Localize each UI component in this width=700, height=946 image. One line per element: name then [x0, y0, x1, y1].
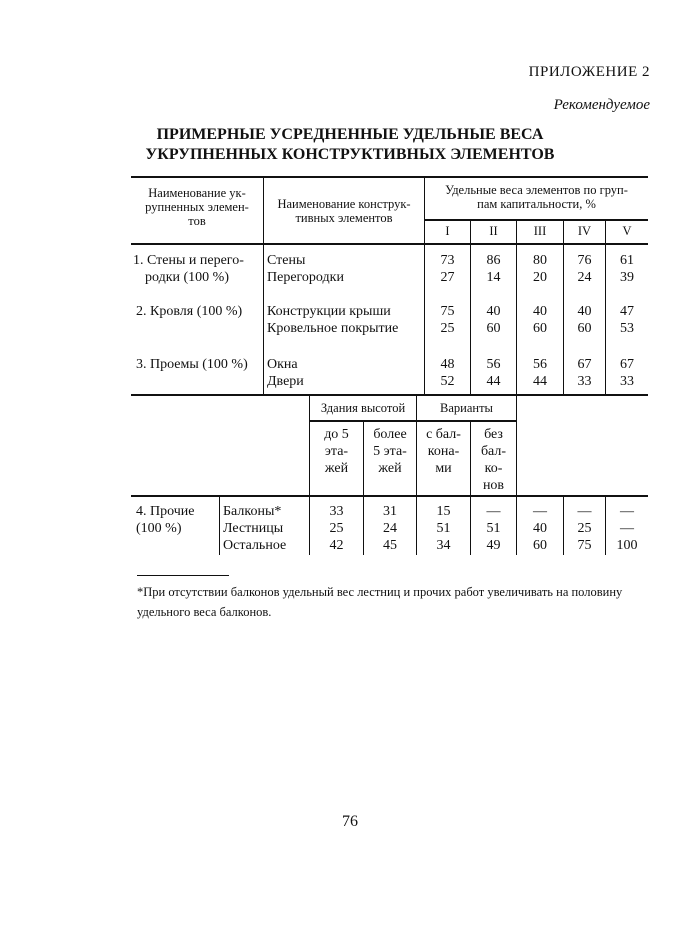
subheader-col-a: до 5 эта- жей — [324, 427, 349, 476]
header-col2: Наименование конструк- тивных элементов — [277, 197, 411, 225]
subheader-variants: Варианты — [440, 401, 493, 415]
page-number: 76 — [342, 813, 358, 830]
value-cell: 80 20 — [533, 253, 547, 285]
value-cell: — — 100 — [616, 504, 638, 553]
group-name: 3. Проемы (100 %) — [136, 357, 248, 372]
element-name: Окна Двери — [267, 357, 304, 389]
subheader-col-b: более 5 эта- жей — [373, 427, 407, 476]
value-cell: 31 24 45 — [383, 504, 397, 553]
value-cell: 61 39 — [620, 253, 634, 285]
value-cell: 73 27 — [440, 253, 455, 285]
value-cell: 47 53 — [620, 304, 634, 336]
group-number: IV — [577, 224, 592, 238]
vline-lower-a — [219, 495, 220, 555]
value-cell: 76 24 — [577, 253, 592, 285]
rule-section-split — [131, 394, 648, 396]
value-cell: 67 33 — [577, 357, 592, 389]
value-cell: 33 25 42 — [329, 504, 344, 553]
header-groups: Удельные веса элементов по груп- пам капитальности, % — [445, 183, 628, 211]
element-name: Стены Перегородки — [267, 253, 344, 285]
value-cell: 67 33 — [620, 357, 634, 389]
footnote: *При отсутствии балконов удельный вес лестниц и прочих работ увеличивать на половину удельного веса балконов. — [137, 585, 623, 619]
value-cell: 56 44 — [533, 357, 547, 389]
recommended-label: Рекомендуемое — [553, 97, 650, 113]
value-cell: 86 14 — [486, 253, 501, 285]
group-name: 1. Стены и перего- родки (100 %) — [133, 253, 244, 285]
table-title-line-2: УКРУПНЕННЫХ КОНСТРУКТИВНЫХ ЭЛЕМЕНТОВ — [145, 146, 555, 163]
rule-subheader-bottom — [131, 495, 648, 497]
rule-top — [131, 176, 648, 178]
value-cell: 40 60 — [577, 304, 592, 336]
group-number: II — [489, 224, 498, 238]
footnote-rule — [137, 575, 229, 576]
value-cell: 75 25 — [440, 304, 455, 336]
appendix-label: ПРИЛОЖЕНИЕ 2 — [528, 64, 650, 80]
group-name: 4. Прочие (100 %) — [136, 504, 195, 536]
element-name: Конструкции крыши Кровельное покрытие — [267, 304, 399, 336]
subheader-height: Здания высотой — [320, 401, 406, 415]
rule-header-bottom — [131, 243, 648, 245]
value-cell: 56 44 — [486, 357, 501, 389]
element-name: Балконы* Лестницы Остальное — [223, 504, 287, 553]
subheader-col-d: без бал- ко- нов — [480, 427, 507, 493]
value-cell: 40 60 — [486, 304, 501, 336]
group-number: V — [622, 224, 632, 238]
group-number: I — [445, 224, 450, 238]
subheader-col-c: с бал- кона- ми — [426, 427, 461, 476]
header-col1: Наименование ук- рупненных элемен- тов — [145, 186, 249, 228]
value-cell: 15 51 34 — [436, 504, 451, 553]
value-cell: 40 60 — [533, 304, 547, 336]
table-title-line-1: ПРИМЕРНЫЕ УСРЕДНЕННЫЕ УДЕЛЬНЫЕ ВЕСА — [156, 126, 544, 143]
value-cell: 48 52 — [440, 357, 455, 389]
group-number: III — [533, 224, 547, 238]
value-cell: — 25 75 — [577, 504, 592, 553]
rule-subheader-mid — [309, 420, 516, 422]
rule-groups-sub — [424, 219, 648, 221]
value-cell: — 40 60 — [533, 504, 547, 553]
group-name: 2. Кровля (100 %) — [136, 304, 243, 319]
value-cell: — 51 49 — [486, 504, 501, 553]
